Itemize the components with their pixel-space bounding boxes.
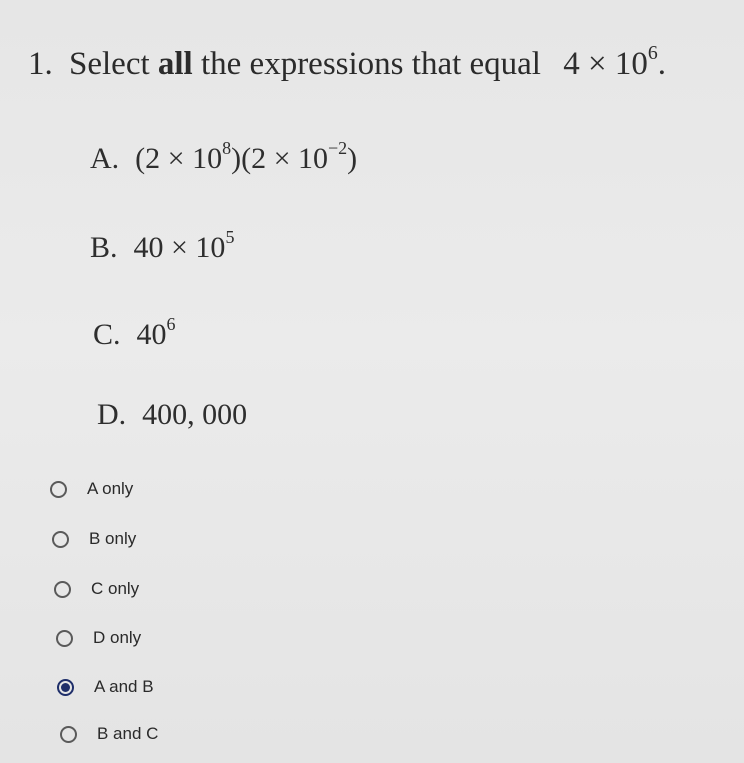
choice-b: [90, 227, 235, 265]
option-label: C only: [91, 579, 140, 598]
choice-letter: D.: [97, 398, 127, 431]
question-number: 1.: [28, 46, 53, 82]
exponent: 6: [166, 314, 176, 335]
choice-expression: [136, 314, 176, 351]
question-text-before: Select: [69, 46, 150, 82]
option-b-only[interactable]: [52, 529, 136, 549]
radio-button[interactable]: [60, 726, 77, 743]
choice-letter: A.: [90, 142, 120, 175]
question-expression-exponent: 6: [647, 42, 658, 65]
choice-letter: B.: [90, 231, 118, 264]
question-expression-base: 4 × 10: [563, 46, 648, 82]
choice-expression: [135, 138, 358, 175]
choice-c: [93, 314, 176, 352]
radio-button[interactable]: [52, 531, 69, 548]
option-d-only[interactable]: [56, 628, 141, 648]
question-text-after: the expressions that equal: [200, 46, 541, 82]
question-expression: [563, 42, 666, 82]
option-a-and-b[interactable]: [57, 677, 154, 697]
expression-part: 40: [136, 318, 167, 351]
option-a-only[interactable]: [50, 479, 133, 499]
exponent: −2: [328, 138, 348, 159]
option-label: D only: [93, 628, 142, 647]
option-c-only[interactable]: [54, 579, 139, 599]
choice-expression: [142, 398, 247, 431]
choice-a: [90, 138, 358, 176]
exponent: 5: [225, 227, 235, 248]
expression-part: )(2 × 10: [231, 142, 328, 175]
choice-d: [97, 398, 247, 432]
option-label: A only: [87, 479, 134, 498]
radio-button[interactable]: [54, 581, 71, 598]
question-expression-period: .: [657, 46, 666, 82]
expression-part: ): [347, 142, 358, 175]
option-label: B only: [89, 529, 137, 548]
radio-button[interactable]: [57, 679, 74, 696]
expression-part: 400, 000: [142, 398, 248, 431]
option-label: B and C: [97, 724, 159, 743]
radio-button[interactable]: [50, 481, 67, 498]
choice-letter: C.: [93, 318, 121, 351]
choice-expression: [133, 227, 235, 264]
question-text: [28, 42, 666, 83]
radio-button[interactable]: [56, 630, 73, 647]
option-b-and-c[interactable]: [60, 724, 158, 744]
option-label: A and B: [94, 677, 154, 696]
expression-part: (2 × 10: [135, 142, 223, 175]
exponent: 8: [222, 138, 232, 159]
expression-part: 40 × 10: [133, 231, 226, 264]
question-bold-word: all: [157, 46, 193, 82]
